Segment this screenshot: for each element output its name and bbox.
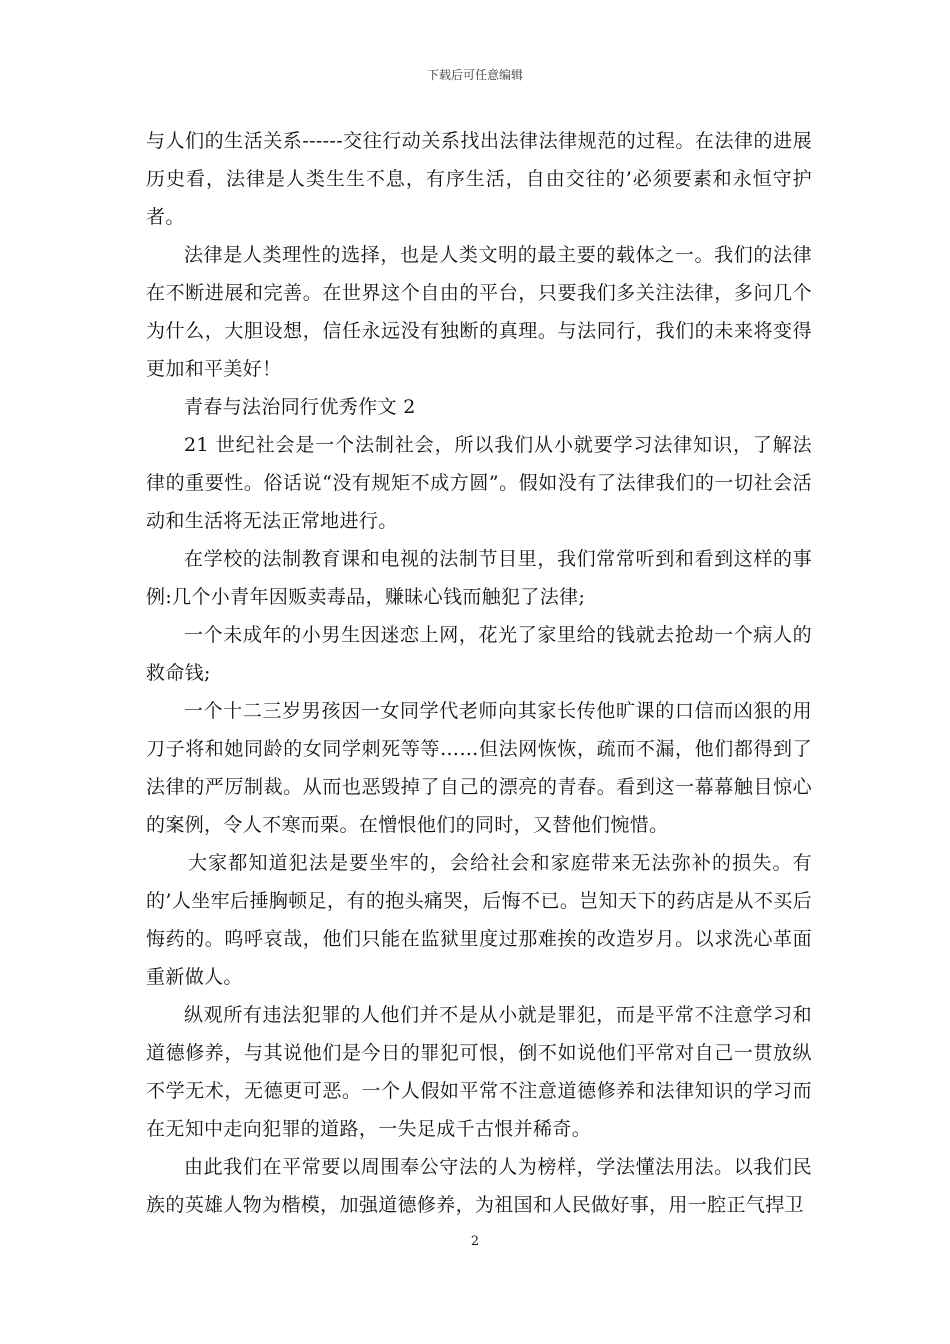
paragraph-role-models: 由此我们在平常要以周围奉公守法的人为榜样，学法懂法用法。以我们民族的英雄人物为楷模，加强道德修养，为祖国和人民做好事，用一腔正气捍卫 (146, 1156, 812, 1216)
paragraph-prison-regret: 大家都知道犯法是要坐牢的，会给社会和家庭带来无法弥补的损失。有的’人坐牢后捶胸顿足，有的抱头痛哭，后悔不已。岂知天下的药店是从不买后悔药的。呜呼哀哉，他们只能在监狱里度过那难挨的改造岁月。以求洗心革面重新做人。 (146, 852, 812, 988)
paragraph-legal-education: 在学校的法制教育课和电视的法制节目里，我们常常听到和看到这样的事例:几个小青年因贩卖毒品，赚昧心钱而触犯了法律; (146, 548, 812, 608)
essay-title-2: 青春与法治同行优秀作文 2 (184, 396, 416, 418)
paragraph-law-rational-choice: 法律是人类理性的选择，也是人类文明的最主要的载体之一。我们的法律在不断进展和完善。在世界这个自由的平台，只要我们多关注法律，多问几个为什么，大胆设想，信任永远没有独断的真理。与法同行，我们的未来将变得更加和平美好！ (146, 244, 812, 380)
page-number: 2 (470, 1234, 480, 1249)
document-body (146, 122, 812, 1224)
page-header-note: 下载后可任意编辑 (426, 68, 523, 82)
paragraph-criminals-origin: 纵观所有违法犯罪的人他们并不是从小就是罪犯，而是平常不注意学习和道德修养，与其说他们是今日的罪犯可恨，倒不如说他们平常对自己一贯放纵不学无术，无德更可恶。一个人假如平常不注意道德修养和法律知识的学习而在无知中走向犯罪的道路，一失足成千古恨并稀奇。 (146, 1004, 812, 1140)
paragraph-minor-robbery: 一个未成年的小男生因迷恋上网，花光了家里给的钱就去抢劫一个病人的救命钱; (146, 624, 812, 684)
paragraph-21st-century: 21 世纪社会是一个法制社会，所以我们从小就要学习法律知识，了解法律的重要性。俗话说“没有规矩不成方圆”。假如没有了法律我们的一切社会活动和生活将无法正常地进行。 (146, 434, 812, 532)
paragraph-boy-stabbing: 一个十二三岁男孩因一女同学代老师向其家长传他旷课的口信而凶狠的用刀子将和她同龄的女同学刺死等等……但法网恢恢，疏而不漏，他们都得到了法律的严厉制裁。从而也恶毁掉了自己的漂亮的青春。看到这一幕幕触目惊心的案例，令人不寒而栗。在憎恨他们的同时，又替他们惋惜。 (146, 700, 812, 836)
paragraph-continuation: 与人们的生活关系------交往行动关系找出法律法律规范的过程。在法律的进展历史看，法律是人类生生不息，有序生活，自由交往的’必须要素和永恒守护者。 (146, 130, 812, 228)
